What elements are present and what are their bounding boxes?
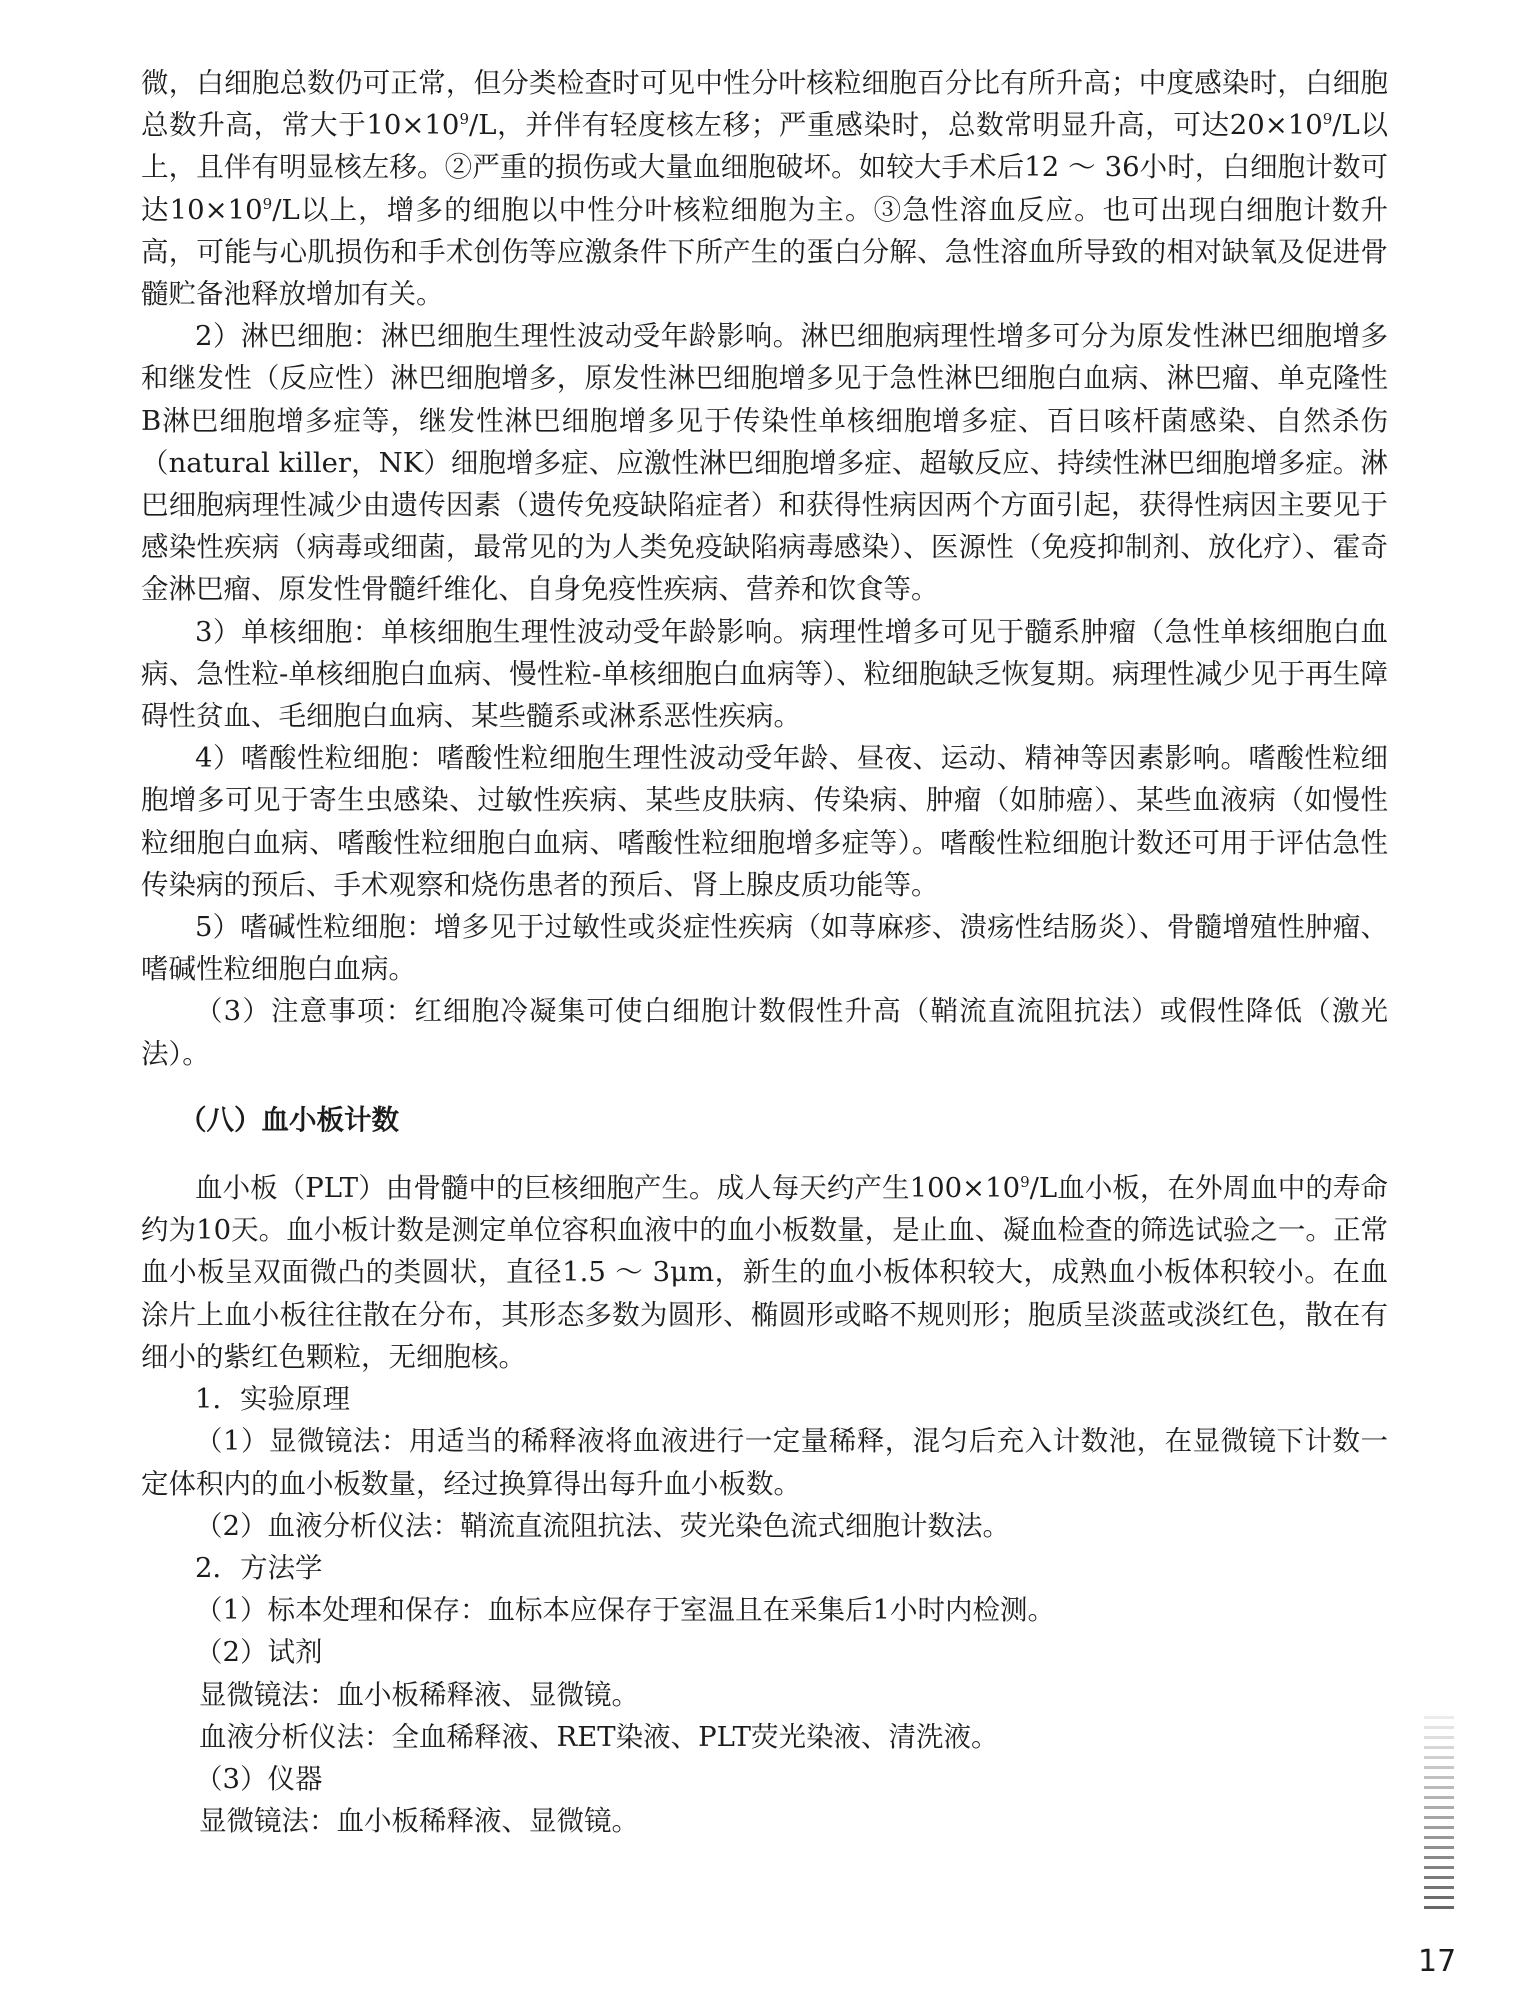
text-run: /L血小板，在外周血中的寿命约为10天。血小板计数是测定单位容积血液中的血小板数量，是止血、凝血检查的筛选试验之一。正常血小板呈双面微凸的类圆状，直径1.5 ～ 3μm，新生的血小板体积较大，成熟血小板体积较小。在血涂片上血小板往往散在分布，其形态多数为圆形、椭圆形或略不规则形；胞质呈淡蓝或淡红色，散在有细小的紫红色颗粒，无细胞核。 [141,1172,1389,1373]
edge-tab-stripe [1424,1836,1454,1839]
edge-tab-stripe [1424,1766,1454,1769]
text-run: 微，白细胞总数仍可正常，但分类检查时可见中性分叶核粒细胞百分比有所升高；中度感染时，白细胞总数升高，常大于10×10 [141,67,1388,142]
edge-tab-stripe [1424,1716,1454,1719]
edge-tab-stripe [1424,1906,1454,1909]
superscript-exponent: 9 [262,194,273,213]
paragraph [141,1167,1388,1378]
edge-tab-stripe [1424,1726,1454,1729]
edge-tab-stripe [1424,1786,1454,1789]
edge-tab-stripe [1424,1776,1454,1779]
edge-tab-stripe [1424,1806,1454,1809]
text-run: 显微镜法：血小板稀释液、显微镜。 [199,1678,639,1711]
text-run: （2）试剂 [195,1636,323,1669]
text-run: （3）注意事项：红细胞冷凝集可使白细胞计数假性升高（鞘流直流阻抗法）或假性降低（激光法）。 [141,995,1388,1070]
list-item [141,1631,1388,1673]
text-run: （2）血液分析仪法：鞘流直流阻抗法、荧光染色流式细胞计数法。 [195,1509,1010,1542]
superscript-exponent: 9 [1322,110,1333,129]
edge-tab-stripe [1424,1876,1454,1879]
list-item [141,1674,1388,1716]
paragraph [141,1420,1388,1504]
paragraph [141,315,1388,610]
superscript-exponent: 9 [1020,1172,1030,1191]
text-run: （1）标本处理和保存：血标本应保存于室温且在采集后1小时内检测。 [195,1594,1055,1627]
text-run: 血液分析仪法：全血稀释液、RET染液、PLT荧光染液、清洗液。 [199,1720,999,1753]
list-item [141,1547,1388,1589]
text-run: 血小板（PLT）由骨髓中的巨核细胞产生。成人每天约产生100×10 [195,1172,1021,1205]
text-run: （3）仪器 [195,1762,323,1795]
text-run: 4）嗜酸性粒细胞：嗜酸性粒细胞生理性波动受年龄、昼夜、运动、精神等因素影响。嗜酸性粒细胞增多可见于寄生虫感染、过敏性疾病、某些皮肤病、传染病、肿瘤（如肺癌）、某些血液病（如慢性粒细胞白血病、嗜酸性粒细胞白血病、嗜酸性粒细胞增多症等）。嗜酸性粒细胞计数还可用于评估急性传染病的预后、手术观察和烧伤患者的预后、肾上腺皮质功能等。 [141,742,1388,901]
list-item [141,1378,1388,1420]
edge-tab-stripe [1424,1816,1454,1819]
paragraph [141,990,1388,1074]
document-page [141,62,1388,1842]
paragraph [141,906,1388,990]
edge-tab-stripe [1424,1856,1454,1859]
text-run: 3）单核细胞：单核细胞生理性波动受年龄影响。病理性增多可见于髓系肿瘤（急性单核细胞白血病、急性粒-单核细胞白血病、慢性粒-单核细胞白血病等）、粒细胞缺乏恢复期。病理性减少见于再生障碍性贫血、毛细胞白血病、某些髓系或淋系恶性疾病。 [141,615,1388,733]
text-run: 2）淋巴细胞：淋巴细胞生理性波动受年龄影响。淋巴细胞病理性增多可分为原发性淋巴细胞增多和继发性（反应性）淋巴细胞增多，原发性淋巴细胞增多见于急性淋巴细胞白血病、淋巴瘤、单克隆性B淋巴细胞增多症等，继发性淋巴细胞增多见于传染性单核细胞增多症、百日咳杆菌感染、自然杀伤（natural killer，NK）细胞增多症、应激性淋巴细胞增多症、超敏反应、持续性淋巴细胞增多症。淋巴细胞病理性减少由遗传因素（遗传免疫缺陷症者）和获得性病因两个方面引起，获得性病因主要见于感染性疾病（病毒或细菌，最常见的为人类免疫缺陷病毒感染）、医源性（免疫抑制剂、放化疗）、霍奇金淋巴瘤、原发性骨髓纤维化、自身免疫性疾病、营养和饮食等。 [141,320,1388,606]
edge-tab-stripe [1424,1746,1454,1749]
text-run: 2．方法学 [195,1551,323,1584]
edge-tab-stripe [1424,1866,1454,1869]
text-run: 显微镜法：血小板稀释液、显微镜。 [199,1805,639,1838]
list-item [141,1589,1388,1631]
section-heading [141,1099,1388,1141]
edge-tab-stripe [1424,1846,1454,1849]
text-run: （1）显微镜法：用适当的稀释液将血液进行一定量稀释，混匀后充入计数池，在显微镜下计数一定体积内的血小板数量，经过换算得出每升血小板数。 [141,1425,1388,1500]
edge-tab-stripe [1424,1796,1454,1799]
edge-tab-stripe [1424,1826,1454,1829]
list-item [141,1505,1388,1547]
paragraph [141,737,1388,906]
edge-tab-stripe [1424,1756,1454,1759]
superscript-exponent: 9 [459,110,469,129]
text-run: /L以上，且伴有明显核左移。②严重的损伤或大量血细胞破坏。如较大手术后12 ～ 36小时，白细胞计数可达10×10 [141,109,1388,226]
text-run: 1．实验原理 [195,1383,350,1416]
paragraph [141,62,1388,315]
list-item [141,1800,1388,1842]
text-run: /L以上，增多的细胞以中性分叶核粒细胞为主。③急性溶血反应。也可出现白细胞计数升高，可能与心肌损伤和手术创伤等应激条件下所产生的蛋白分解、急性溶血所导致的相对缺氧及促进骨髓贮备池释放增加有关。 [141,193,1388,311]
text-run: （八）血小板计数 [179,1103,399,1136]
list-item [141,1716,1388,1758]
edge-tab-stripe [1424,1886,1454,1889]
list-item [141,1758,1388,1800]
paragraph [141,611,1388,738]
page-number: 17 [1418,1944,1457,1979]
edge-tab-stripe [1424,1736,1454,1739]
text-run: 5）嗜碱性粒细胞：增多见于过敏性或炎症性疾病（如荨麻疹、溃疡性结肠炎）、骨髓增殖性肿瘤、嗜碱性粒细胞白血病。 [141,911,1388,986]
text-run: /L，并伴有轻度核左移；严重感染时，总数常明显升高，可达20×10 [468,109,1323,142]
edge-tab-stripe [1424,1896,1454,1899]
page-edge-thumb-tab [1424,1716,1454,1916]
